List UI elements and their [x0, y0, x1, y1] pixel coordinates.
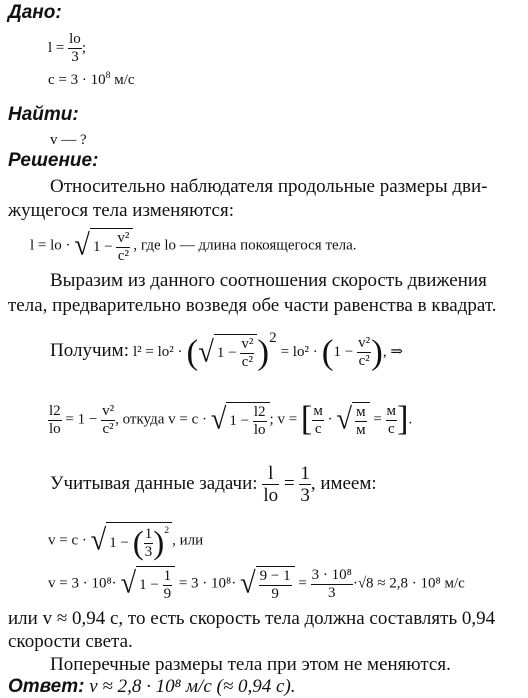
- formula-lhs: l = lo ·: [30, 237, 71, 254]
- formula-square: 2: [164, 525, 170, 536]
- paragraph-1-line-1: Относительно наблюдателя продольные размеры дви-: [50, 176, 488, 197]
- formula-lhs: v = 3 · 10⁸·: [48, 575, 117, 592]
- frac-numerator: м: [313, 402, 323, 419]
- heading-solution: Решение:: [8, 150, 99, 171]
- paragraph-3: [50, 464, 377, 505]
- formula-label: Получим:: [50, 340, 129, 361]
- paragraph-3-text: Учитывая данные задачи:: [50, 472, 258, 494]
- paragraph-2-line-2: тела, предварительно возведя обе части равенства в квадрат.: [8, 295, 497, 316]
- frac-numerator: 1: [144, 526, 153, 543]
- formula-eq: = 1 −: [65, 411, 98, 428]
- formula-one-minus: 1 −: [216, 345, 237, 362]
- frac-numerator: 3 · 10⁸: [311, 566, 352, 583]
- formula-one-minus: 1 −: [229, 412, 250, 429]
- formula-square: 2: [269, 330, 277, 346]
- formula-fraction: [101, 404, 115, 437]
- sqrt-sign: √ 1 − $\frac{\text{v²}}{\text{c²}}$: [198, 334, 257, 370]
- given-c-exponent: 8: [105, 70, 111, 81]
- formula-fraction: [357, 336, 371, 369]
- frac-numerator: 9 − 1: [259, 568, 291, 584]
- frac-denominator: c²: [358, 352, 370, 369]
- formula-fraction: [259, 569, 292, 602]
- frac-denominator: c²: [117, 248, 129, 264]
- answer-label: Ответ:: [8, 676, 85, 697]
- paren-close: ): [153, 525, 165, 562]
- formula-lhs: l² = lo² ·: [132, 344, 183, 360]
- sqrt-sign: √ $\frac{м}{м}$: [336, 402, 369, 438]
- frac-denominator: lo: [253, 422, 266, 438]
- given-c-value: c = 3 · 10: [48, 72, 106, 88]
- frac-denominator: с: [314, 420, 322, 437]
- formula-lhs: v = c ·: [48, 532, 87, 549]
- unit-fraction: [312, 404, 324, 437]
- paragraph-1-line-2: жущегося тела изменяются:: [8, 200, 235, 221]
- paragraph-3-tail: , имеем:: [310, 472, 377, 494]
- paren-open: (: [186, 332, 199, 372]
- frac-numerator: 1: [163, 568, 172, 584]
- paren-open: (: [321, 332, 334, 372]
- heading-given: Дано:: [8, 2, 62, 23]
- frac-numerator: v²: [241, 336, 254, 353]
- formula-fraction: [262, 464, 279, 505]
- frac-numerator: v²: [102, 402, 115, 419]
- heading-find: Найти:: [8, 104, 79, 125]
- frac-denominator: 3: [71, 49, 79, 65]
- given-speed-of-light: [48, 70, 135, 89]
- formula-fraction: [116, 231, 130, 264]
- formula-fraction: [163, 569, 173, 602]
- formula-one-minus: 1 −: [92, 238, 113, 255]
- frac-denominator: 3: [144, 544, 153, 561]
- frac-numerator: l2: [49, 402, 61, 419]
- formula-fraction: [299, 464, 311, 505]
- given-length-fraction: [68, 32, 82, 65]
- frac-denominator: lo: [263, 485, 279, 506]
- given-length: [48, 32, 86, 65]
- given-c-unit: м/с: [110, 72, 135, 88]
- frac-numerator: м: [386, 402, 397, 419]
- frac-numerator: l: [262, 464, 279, 485]
- sqrt-sign: √ $\frac{9 - 1}{9}$: [240, 566, 295, 602]
- formula-eq: =: [298, 575, 307, 592]
- formula-tail: , или: [172, 532, 204, 549]
- formula-squared: [50, 330, 403, 370]
- formula-fraction: [144, 527, 154, 560]
- frac-numerator: l2: [253, 404, 266, 420]
- given-length-tail: ;: [81, 39, 86, 56]
- formula-result: ·√8 ≈ 2,8 · 10⁸ м/с: [352, 575, 465, 592]
- formula-fraction: [240, 337, 254, 370]
- frac-denominator: c²: [102, 420, 114, 437]
- formula-velocity: $\frac{l2}{lo}$ = 1 − $\frac{\text{v²}}{\text{c²}}$ , откуда v = c · √ 1 − $\frac{l2}{lo}$ ; v = [ $\frac{м}{с}$ · √ $\frac{м}{м}$ = $\frac{м}{с}$ ].: [49, 400, 413, 439]
- sqrt-sign: √ 1 − ( $\frac{1}{3}$ )$^2$: [91, 522, 173, 560]
- frac-numerator: lo: [69, 31, 81, 47]
- paren-close: ): [371, 332, 383, 372]
- formula-numeric: [48, 566, 465, 602]
- frac-numerator: 1: [300, 463, 310, 484]
- sqrt-sign: √ 1 − $\frac{\text{v²}}{\text{c²}}$: [74, 228, 133, 264]
- frac-denominator: 3: [300, 485, 310, 506]
- paragraph-4-line-1: или v ≈ 0,94 c, то есть скорость тела должна составлять 0,94: [8, 608, 496, 629]
- formula-one-minus: 1 −: [139, 576, 159, 593]
- frac-denominator: 9: [271, 586, 279, 602]
- frac-denominator: м: [356, 422, 366, 438]
- formula-mid: = lo² ·: [280, 344, 318, 360]
- formula-fraction: [48, 404, 62, 437]
- frac-numerator: м: [356, 404, 366, 420]
- formula-fraction: [311, 568, 353, 601]
- frac-denominator: lo: [49, 420, 61, 437]
- paragraph-5: Поперечные размеры тела при этом не меняются.: [50, 654, 451, 675]
- paragraph-2-line-1: Выразим из данного соотношения скорость движения: [50, 270, 487, 291]
- unit-fraction: [386, 404, 398, 437]
- frac-denominator: c²: [241, 354, 253, 371]
- answer-value: v ≈ 2,8 · 10⁸ м/с (≈ 0,94 c).: [84, 676, 296, 697]
- frac-denominator: 3: [327, 584, 336, 601]
- formula-eq: =: [373, 411, 382, 428]
- frac-denominator: 9: [163, 586, 172, 602]
- paragraph-4-line-2: скорости света.: [8, 631, 133, 652]
- formula-one-minus: 1 −: [109, 535, 129, 551]
- unit-fraction: [355, 405, 367, 438]
- answer: [8, 676, 296, 698]
- formula-eq: =: [283, 472, 295, 494]
- frac-denominator: с: [387, 420, 395, 437]
- formula-one-minus: 1 −: [333, 344, 354, 360]
- formula-length-contraction: [30, 228, 357, 264]
- find-value: v — ?: [50, 132, 87, 148]
- formula-tail: , где lo — длина покоящегося тела.: [133, 237, 357, 254]
- sqrt-sign: √ 1 − $\frac{l2}{lo}$: [211, 402, 270, 438]
- formula-substitution: [48, 522, 203, 560]
- frac-numerator: v²: [358, 334, 371, 351]
- formula-fraction: [253, 405, 267, 438]
- bracket-open: [: [300, 400, 313, 439]
- formula-mid: = 3 · 10⁸·: [178, 575, 237, 592]
- frac-numerator: v²: [117, 230, 130, 246]
- sqrt-sign: √ 1 − $\frac{1}{9}$: [120, 566, 175, 602]
- paren-open: (: [132, 525, 144, 562]
- given-length-lhs: l =: [48, 39, 69, 56]
- formula-units-lhs: ; v =: [269, 411, 298, 428]
- formula-otkuda: , откуда v = c ·: [115, 411, 207, 428]
- formula-arrow: , ⇒: [382, 344, 403, 360]
- paren-close: ): [257, 332, 270, 372]
- bracket-close: ]: [397, 400, 409, 439]
